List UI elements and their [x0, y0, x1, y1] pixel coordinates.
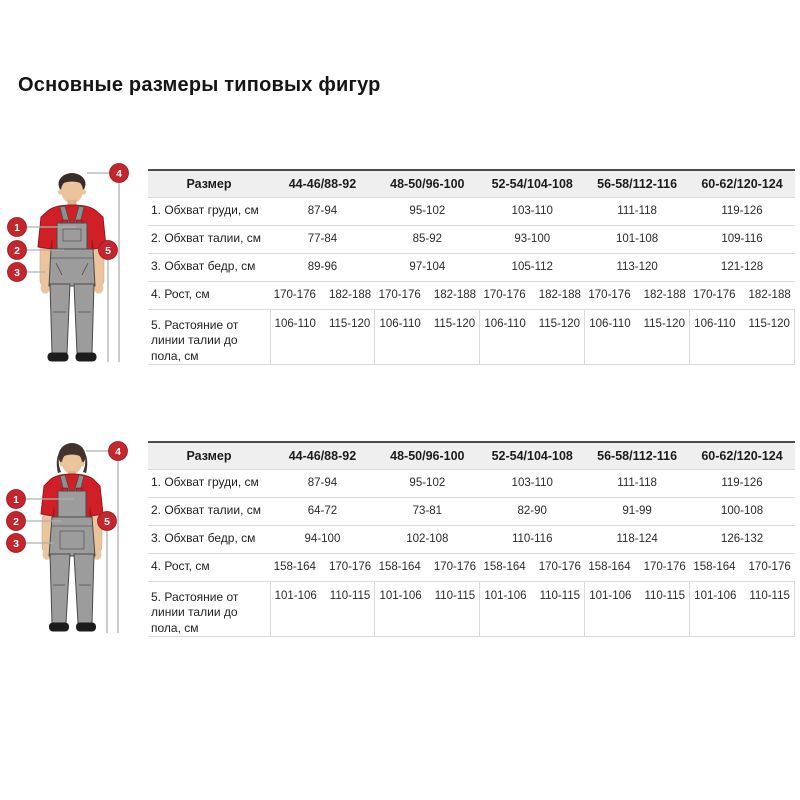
- value-pair-cell: [585, 281, 690, 309]
- column-header-size-range: 44-46/88-92: [270, 170, 375, 197]
- value-cell: 103-110: [480, 469, 585, 497]
- value-cell: 97-104: [375, 253, 480, 281]
- table-row: [148, 497, 795, 525]
- value: 110-115: [329, 589, 371, 602]
- value: 101-106: [694, 589, 737, 602]
- value: 170-176: [433, 561, 477, 573]
- value: 106-110: [484, 317, 526, 330]
- marker-5-waist-to-floor: [99, 241, 118, 260]
- value-cell: 87-94: [270, 197, 375, 225]
- value-pair-cell: [690, 309, 795, 365]
- value-pair-cell: [690, 553, 795, 581]
- table-row: [148, 581, 795, 637]
- value: 170-176: [273, 289, 316, 301]
- value-pair-cell: [585, 553, 690, 581]
- value-pair-cell: [585, 309, 690, 365]
- value-cell: 73-81: [375, 497, 480, 525]
- svg-text:2: 2: [13, 515, 19, 528]
- column-header-size-range: 56-58/112-116: [585, 170, 690, 197]
- value-cell: 121-128: [690, 253, 795, 281]
- value: 106-110: [694, 317, 736, 330]
- column-header-size-label: Размер: [148, 442, 270, 469]
- svg-text:1: 1: [14, 221, 20, 234]
- svg-text:5: 5: [105, 244, 111, 257]
- column-header-size-range: 60-62/120-124: [690, 442, 795, 469]
- value-pair-cell: [375, 309, 480, 365]
- value: 110-115: [539, 589, 581, 602]
- table-row: [148, 253, 795, 281]
- value-pair-cell: [480, 553, 585, 581]
- value-cell: 87-94: [270, 469, 375, 497]
- value-cell: 102-108: [375, 525, 480, 553]
- row-label: 4. Рост, см: [148, 281, 270, 309]
- row-label: 2. Обхват талии, см: [148, 497, 270, 525]
- value: 182-188: [328, 289, 372, 301]
- value: 115-120: [748, 317, 790, 330]
- marker-1-chest: [7, 490, 26, 509]
- marker-1-chest: [8, 218, 27, 237]
- table-row: [148, 469, 795, 497]
- svg-text:3: 3: [14, 266, 20, 279]
- value: 101-106: [589, 589, 632, 602]
- value: 110-115: [434, 589, 476, 602]
- value: 101-106: [379, 589, 422, 602]
- value: 182-188: [433, 289, 477, 301]
- column-header-size-range: 56-58/112-116: [585, 442, 690, 469]
- page-title: Основные размеры типовых фигур: [18, 74, 381, 96]
- table-row: [148, 553, 795, 581]
- value: 110-115: [749, 589, 790, 602]
- value-cell: 126-132: [690, 525, 795, 553]
- value-pair-cell: [585, 581, 690, 637]
- value: 101-106: [274, 589, 317, 602]
- value-cell: 111-118: [585, 469, 690, 497]
- marker-3-hips: [8, 263, 27, 282]
- value-pair-cell: [480, 309, 585, 365]
- row-label: 1. Обхват груди, см: [148, 197, 270, 225]
- value: 158-164: [693, 561, 736, 573]
- row-label: 4. Рост, см: [148, 553, 270, 581]
- value-cell: 93-100: [480, 225, 585, 253]
- marker-4-height: [109, 442, 128, 461]
- value: 158-164: [378, 561, 421, 573]
- value-cell: 91-99: [585, 497, 690, 525]
- value-cell: 101-108: [585, 225, 690, 253]
- value-cell: 95-102: [375, 197, 480, 225]
- value-cell: 77-84: [270, 225, 375, 253]
- value: 170-176: [588, 289, 631, 301]
- man-figure-illustration: [0, 160, 145, 365]
- column-header-size-range: 48-50/96-100: [375, 442, 480, 469]
- marker-5-waist-to-floor: [98, 512, 117, 531]
- svg-text:4: 4: [116, 167, 122, 180]
- value: 170-176: [483, 289, 526, 301]
- value: 170-176: [328, 561, 372, 573]
- row-label: 3. Обхват бедр, см: [148, 525, 270, 553]
- marker-4-height: [110, 164, 129, 183]
- value-cell: 94-100: [270, 525, 375, 553]
- value-pair-cell: [270, 281, 375, 309]
- woman-body: [41, 443, 103, 632]
- value: 158-164: [588, 561, 631, 573]
- column-header-size-range: 52-54/104-108: [480, 170, 585, 197]
- value: 115-120: [328, 317, 371, 330]
- value-pair-cell: [270, 309, 375, 365]
- column-header-size-range: 44-46/88-92: [270, 442, 375, 469]
- value: 182-188: [748, 289, 791, 301]
- row-label: 2. Обхват талии, см: [148, 225, 270, 253]
- value-cell: 110-116: [480, 525, 585, 553]
- marker-2-waist: [7, 512, 26, 531]
- value: 158-164: [483, 561, 526, 573]
- value-pair-cell: [480, 581, 585, 637]
- value-pair-cell: [375, 281, 480, 309]
- value-cell: 111-118: [585, 197, 690, 225]
- value: 158-164: [273, 561, 316, 573]
- value: 182-188: [643, 289, 686, 301]
- value: 101-106: [484, 589, 527, 602]
- value: 106-110: [379, 317, 421, 330]
- value-cell: 119-126: [690, 197, 795, 225]
- value-cell: 89-96: [270, 253, 375, 281]
- row-label: 5. Растояние от линии талии до пола, см: [148, 581, 270, 637]
- men-size-table: [148, 169, 795, 365]
- row-label: 5. Растояние от линии талии до пола, см: [148, 309, 270, 365]
- value-cell: 109-116: [690, 225, 795, 253]
- value-pair-cell: [480, 281, 585, 309]
- row-label: 1. Обхват груди, см: [148, 469, 270, 497]
- marker-3-hips: [7, 534, 26, 553]
- women-size-table: [148, 441, 795, 637]
- value-cell: 64-72: [270, 497, 375, 525]
- value: 115-120: [433, 317, 476, 330]
- svg-text:5: 5: [104, 515, 110, 528]
- svg-text:1: 1: [13, 493, 19, 506]
- row-label: 3. Обхват бедр, см: [148, 253, 270, 281]
- value-pair-cell: [375, 553, 480, 581]
- table-row: [148, 525, 795, 553]
- value: 170-176: [693, 289, 736, 301]
- value-pair-cell: [270, 553, 375, 581]
- table-row: [148, 225, 795, 253]
- value: 170-176: [748, 561, 791, 573]
- value: 115-120: [538, 317, 581, 330]
- value-cell: 82-90: [480, 497, 585, 525]
- woman-figure-illustration: [0, 430, 145, 642]
- value: 106-110: [589, 317, 631, 330]
- value-cell: 113-120: [585, 253, 690, 281]
- svg-text:4: 4: [115, 445, 121, 458]
- table-row: [148, 281, 795, 309]
- value-cell: 105-112: [480, 253, 585, 281]
- man-body: [38, 173, 106, 362]
- value-cell: 95-102: [375, 469, 480, 497]
- column-header-size-range: 60-62/120-124: [690, 170, 795, 197]
- value-cell: 118-124: [585, 525, 690, 553]
- value: 115-120: [643, 317, 685, 330]
- column-header-size-range: 48-50/96-100: [375, 170, 480, 197]
- value-cell: 85-92: [375, 225, 480, 253]
- value-pair-cell: [690, 281, 795, 309]
- value-pair-cell: [270, 581, 375, 637]
- value-pair-cell: [375, 581, 480, 637]
- svg-text:3: 3: [13, 537, 19, 550]
- value: 170-176: [378, 289, 421, 301]
- marker-2-waist: [8, 241, 27, 260]
- value: 182-188: [538, 289, 581, 301]
- column-header-size-range: 52-54/104-108: [480, 442, 585, 469]
- value-cell: 100-108: [690, 497, 795, 525]
- value: 170-176: [538, 561, 581, 573]
- value: 110-115: [644, 589, 685, 602]
- table-row: [148, 309, 795, 365]
- value-cell: 103-110: [480, 197, 585, 225]
- value-cell: 119-126: [690, 469, 795, 497]
- svg-text:2: 2: [14, 244, 20, 257]
- value-pair-cell: [690, 581, 795, 637]
- value: 106-110: [274, 317, 316, 330]
- column-header-size-label: Размер: [148, 170, 270, 197]
- table-row: [148, 197, 795, 225]
- value: 170-176: [643, 561, 686, 573]
